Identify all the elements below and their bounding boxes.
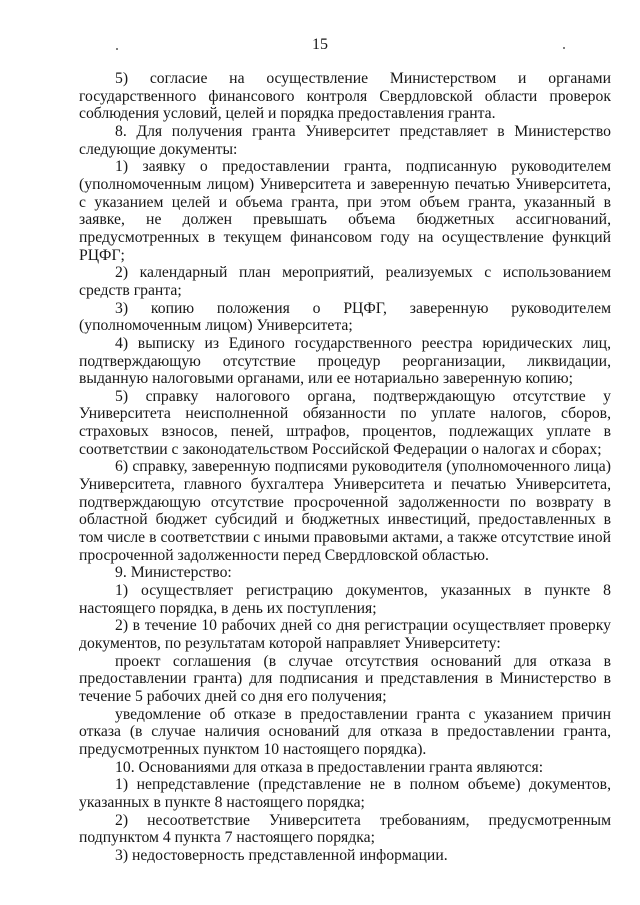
- paragraph-consent: 5) согласие на осуществление Министерством и органами государственного финансового контроля Свердловской области проверок соблюдения условий, целей и порядка предоставления гранта.: [79, 70, 611, 123]
- paragraph-section-9: 9. Министерство:: [115, 564, 232, 582]
- paragraph-refusal-notice: уведомление об отказе в предоставлении гранта с указанием причин отказа (в случае наличия оснований для отказа в предоставлении гранта, предусмотренных пунктом 10 настоящего порядка).: [79, 705, 611, 758]
- paragraph-calendar-plan: 2) календарный план мероприятий, реализуемых с использованием средств гранта;: [79, 264, 611, 299]
- paragraph-tax-certificate: 5) справку налогового органа, подтверждающую отсутствие у Университета неисполненной обязанности по уплате налогов, сборов, страховых взносов, пеней, штрафов, процентов, подлежащих уплате в соответствии с законодательством Российской Федерации о налогах и сборах;: [79, 387, 611, 458]
- paragraph-inaccuracy: 3) недостоверность представленной информации.: [115, 846, 448, 864]
- paragraph-section-8: 8. Для получения гранта Университет представляет в Министерство следующие документы:: [79, 122, 611, 158]
- document-body: [79, 70, 611, 865]
- page-number: 15: [312, 36, 328, 53]
- paragraph-nonsubmission: 1) непредставление (представление не в полном объеме) документов, указанных в пункте 8 настоящего порядка;: [79, 776, 611, 811]
- paragraph-registry-extract: 4) выписку из Единого государственного реестра юридических лиц, подтверждающую отсутствие процедур реорганизации, ликвидации, выданную налоговыми органами, или ее нотариально заверенную копию;: [79, 334, 611, 388]
- scan-speck: [116, 48, 118, 50]
- scan-speck: [563, 47, 565, 49]
- paragraph-nonconformity: 2) несоответствие Университета требованиям, предусмотренным подпунктом 4 пункта 7 настоящего порядка;: [79, 811, 611, 847]
- paragraph-section-10: 10. Основаниями для отказа в предоставлении гранта являются:: [115, 758, 544, 776]
- paragraph-draft-agreement: проект соглашения (в случае отсутствия оснований для отказа в предоставлении гранта) для подписания и представления в Министерство в течение 5 рабочих дней со дня его получения;: [79, 652, 611, 705]
- paragraph-application: 1) заявку о предоставлении гранта, подписанную руководителем (уполномоченным лицом) Университета и заверенную печатью Университета, с указанием целей и объема гранта, при этом объем гранта, указанный в заявке, не должен превышать объема бюджетных ассигнований, предусмотренных в текущем финансовом году на осуществление функций РЦФГ;: [79, 158, 611, 264]
- paragraph-verification: 2) в течение 10 рабочих дней со дня регистрации осуществляет проверку документов, по результатам которой направляет Университету:: [79, 617, 611, 652]
- paragraph-regulation-copy: 3) копию положения о РЦФГ, заверенную руководителем (уполномоченным лицом) Университета;: [79, 299, 611, 335]
- paragraph-registration: 1) осуществляет регистрацию документов, указанных в пункте 8 настоящего порядка, в день их поступления;: [79, 582, 611, 617]
- paragraph-debt-certificate: 6) справку, заверенную подписями руководителя (уполномоченного лица) Университета, главного бухгалтера Университета и печатью Университета, подтверждающую отсутствие просроченной задолженности по возврату в областной бюджет субсидий и бюджетных инвестиций, предоставленных в том числе в соответствии с иными правовыми актами, а также отсутствие иной просроченной задолженности перед Свердловской областью.: [79, 458, 611, 564]
